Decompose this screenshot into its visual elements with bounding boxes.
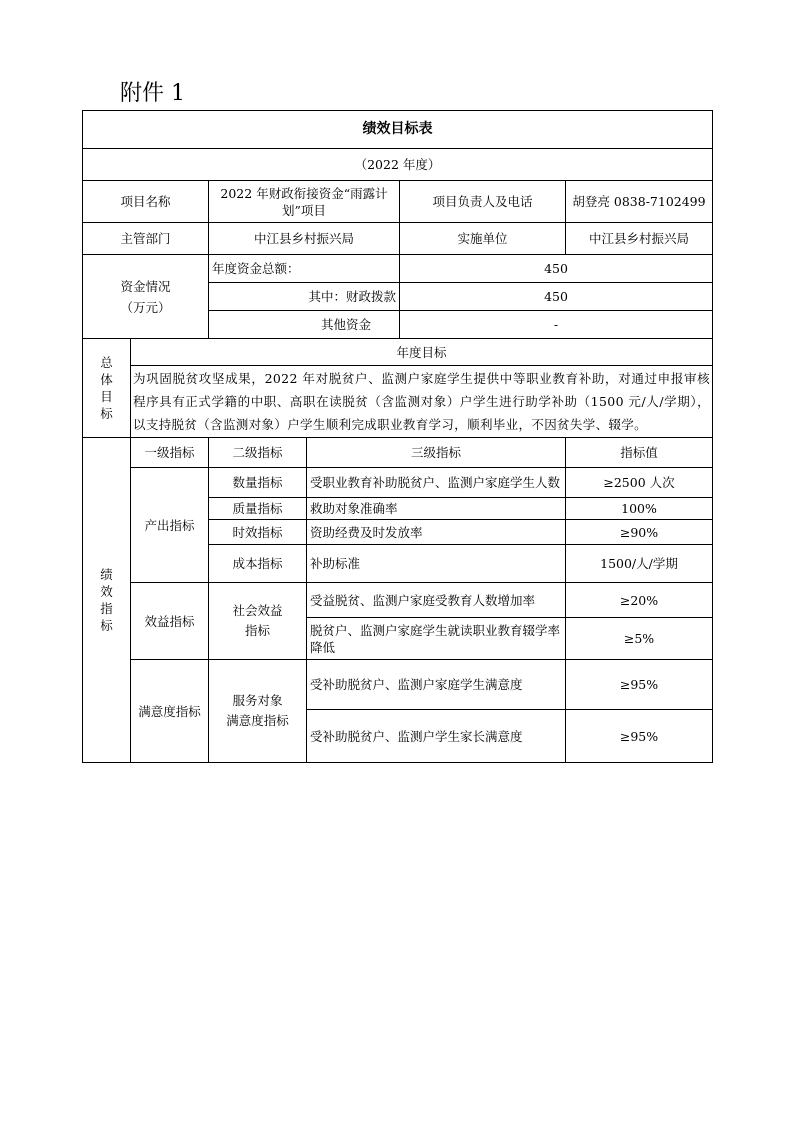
- impl-value: 中江县乡村振兴局: [566, 223, 713, 255]
- l3-education-increase: 受益脱贫、监测户家庭受教育人数增加率: [307, 583, 566, 618]
- header-level3: 三级指标: [307, 438, 566, 468]
- header-value: 指标值: [566, 438, 713, 468]
- header-level2: 二级指标: [209, 438, 307, 468]
- l2-timeliness: 时效指标: [209, 520, 307, 545]
- value-parent-satisfaction: ≥95%: [566, 710, 713, 763]
- responsible-label: 项目负责人及电话: [400, 181, 566, 223]
- overall-goal-label: 总 体 目 标: [83, 339, 131, 438]
- l2-cost: 成本指标: [209, 545, 307, 583]
- l2-quality: 质量指标: [209, 498, 307, 520]
- output-indicator-label: 产出指标: [131, 468, 209, 583]
- responsible-value: 胡登亮 0838-7102499: [566, 181, 713, 223]
- table-title: 绩效目标表: [83, 111, 713, 149]
- l2-quantity: 数量指标: [209, 468, 307, 498]
- satisfaction-indicator-label: 满意度指标: [131, 660, 209, 763]
- service-satisfaction-label: 服务对象 满意度指标: [209, 660, 307, 763]
- annual-goal-label: 年度目标: [131, 339, 713, 366]
- l3-student-satisfaction: 受补助脱贫户、监测户家庭学生满意度: [307, 660, 566, 710]
- impl-label: 实施单位: [400, 223, 566, 255]
- funding-fiscal-label: 其中：财政拨款: [209, 283, 400, 311]
- funding-label: 资金情况 （万元）: [83, 255, 209, 339]
- value-timeliness: ≥90%: [566, 520, 713, 545]
- performance-target-table: [82, 110, 713, 763]
- l3-dropout-reduction: 脱贫户、监测户家庭学生就读职业教育辍学率降低: [307, 618, 566, 660]
- funding-fiscal-value: 450: [400, 283, 713, 311]
- social-benefit-label: 社会效益 指标: [209, 583, 307, 660]
- dept-label: 主管部门: [83, 223, 209, 255]
- dept-value: 中江县乡村振兴局: [209, 223, 400, 255]
- l3-parent-satisfaction: 受补助脱贫户、监测户学生家长满意度: [307, 710, 566, 763]
- funding-total-value: 450: [400, 255, 713, 283]
- l3-quality: 救助对象准确率: [307, 498, 566, 520]
- value-dropout-reduction: ≥5%: [566, 618, 713, 660]
- project-name-label: 项目名称: [83, 181, 209, 223]
- funding-other-value: -: [400, 311, 713, 339]
- annual-goal-text: 为巩固脱贫攻坚成果，2022 年对脱贫户、监测户家庭学生提供中等职业教育补助，对通过申报审核程序具有正式学籍的中职、高职在读脱贫（含监测对象）户学生进行助学补助（1500 元/人/学期），以支持脱贫（含监测对象）户学生顺利完成职业教育学习，顺利毕业，不因贫失学、辍学。: [131, 366, 713, 438]
- value-cost: 1500/人/学期: [566, 545, 713, 583]
- table-year: （2022 年度）: [83, 149, 713, 181]
- perf-indicator-label: 绩 效 指 标: [83, 438, 131, 763]
- l3-timeliness: 资助经费及时发放率: [307, 520, 566, 545]
- benefit-indicator-label: 效益指标: [131, 583, 209, 660]
- attachment-label: 附件 1: [120, 81, 185, 106]
- l3-cost: 补助标准: [307, 545, 566, 583]
- value-quantity: ≥2500 人次: [566, 468, 713, 498]
- value-education-increase: ≥20%: [566, 583, 713, 618]
- funding-other-label: 其他资金: [209, 311, 400, 339]
- value-student-satisfaction: ≥95%: [566, 660, 713, 710]
- value-quality: 100%: [566, 498, 713, 520]
- project-name: 2022 年财政衔接资金“雨露计划”项目: [209, 181, 400, 223]
- funding-total-label: 年度资金总额：: [209, 255, 400, 283]
- header-level1: 一级指标: [131, 438, 209, 468]
- l3-quantity: 受职业教育补助脱贫户、监测户家庭学生人数: [307, 468, 566, 498]
